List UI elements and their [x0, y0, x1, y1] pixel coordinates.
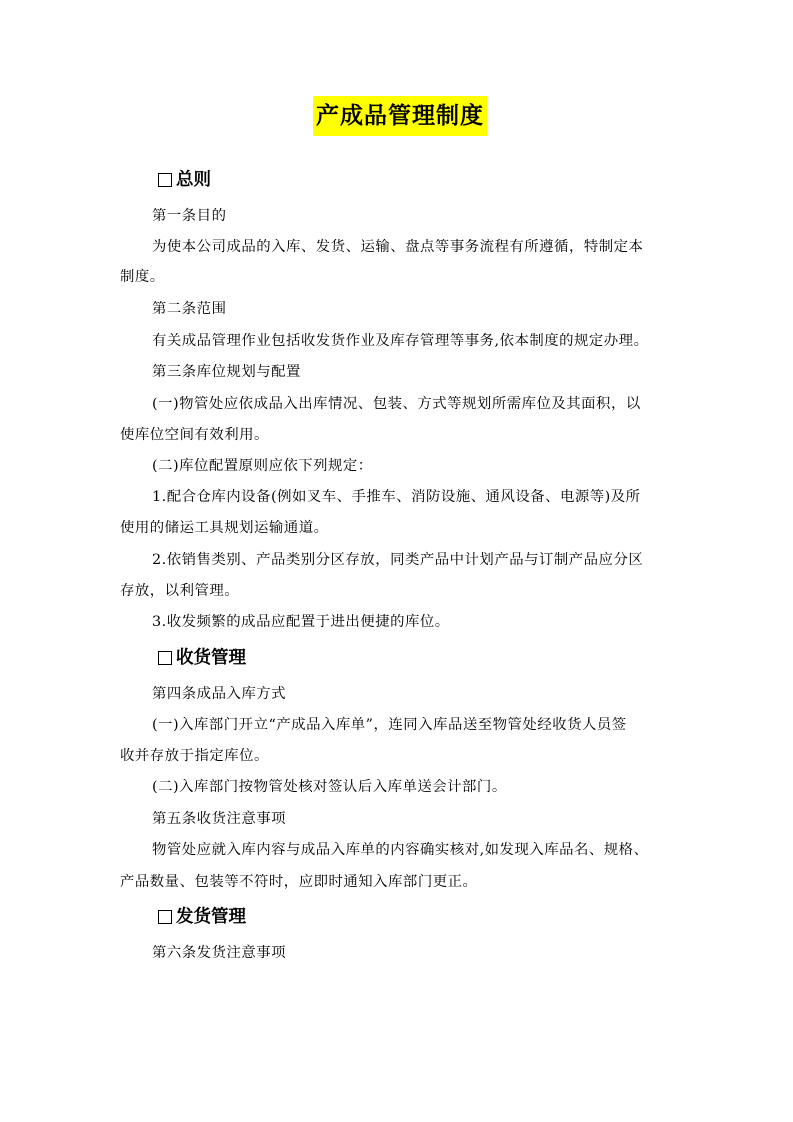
section-heading-label: 总则: [176, 170, 211, 190]
text-line: 为使本公司成品的入库、发货、运输、盘点等事务流程有所遵循，特制定本: [152, 239, 644, 255]
text-line: 收并存放于指定库位。: [120, 748, 269, 764]
text-line: 有关成品管理作业包括收发货作业及库存管理等事务,依本制度的规定办理。: [152, 333, 649, 349]
text-line: 存放，以利管理。: [120, 583, 240, 599]
text-line: 物管处应就入库内容与成品入库单的内容确实核对,如发现入库品名、规格、: [152, 842, 649, 858]
text-line: 第二条范围: [152, 301, 227, 317]
text-line: (一)入库部门开立“产成品入库单”，连同入库品送至物管处经收货人员签: [152, 717, 627, 733]
text-line: 第四条成品入库方式: [152, 686, 287, 702]
section-heading-label: 收货管理: [176, 648, 246, 668]
text-line: 第五条收货注意事项: [152, 811, 287, 827]
section-heading-shipping: [158, 904, 246, 930]
section-heading-label: 发货管理: [176, 907, 246, 927]
text-line: 3.收发频繁的成品应配置于进出便捷的库位。: [152, 614, 450, 630]
section-heading-general: [158, 167, 211, 193]
text-line: 使库位空间有效利用。: [120, 427, 269, 443]
text-line: (二)入库部门按物管处核对签认后入库单送会计部门。: [152, 779, 507, 795]
text-line: 产品数量、包装等不符时，应即时通知入库部门更正。: [120, 874, 478, 890]
text-line: 第三条库位规划与配置: [152, 364, 301, 380]
checkbox-square-icon: [158, 651, 172, 665]
text-line: 第六条发货注意事项: [152, 945, 287, 961]
text-line: 使用的储运工具规划运输通道。: [120, 520, 329, 536]
text-line: 2.依销售类别、产品类别分区存放，同类产品中计划产品与订制产品应分区: [152, 552, 644, 568]
text-line: (一)物管处应依成品入出库情况、包装、方式等规划所需库位及其面积，以: [152, 396, 641, 412]
checkbox-square-icon: [158, 910, 172, 924]
text-line: 制度。: [120, 269, 165, 285]
document-title: 产成品管理制度: [313, 96, 487, 136]
text-line: 1.配合仓库内设备(例如叉车、手推车、消防设施、通风设备、电源等)及所: [152, 489, 641, 505]
text-line: 第一条目的: [152, 208, 227, 224]
checkbox-square-icon: [158, 173, 172, 187]
section-heading-receiving: [158, 645, 246, 671]
text-line: (二)库位配置原则应依下列规定：: [152, 458, 373, 474]
